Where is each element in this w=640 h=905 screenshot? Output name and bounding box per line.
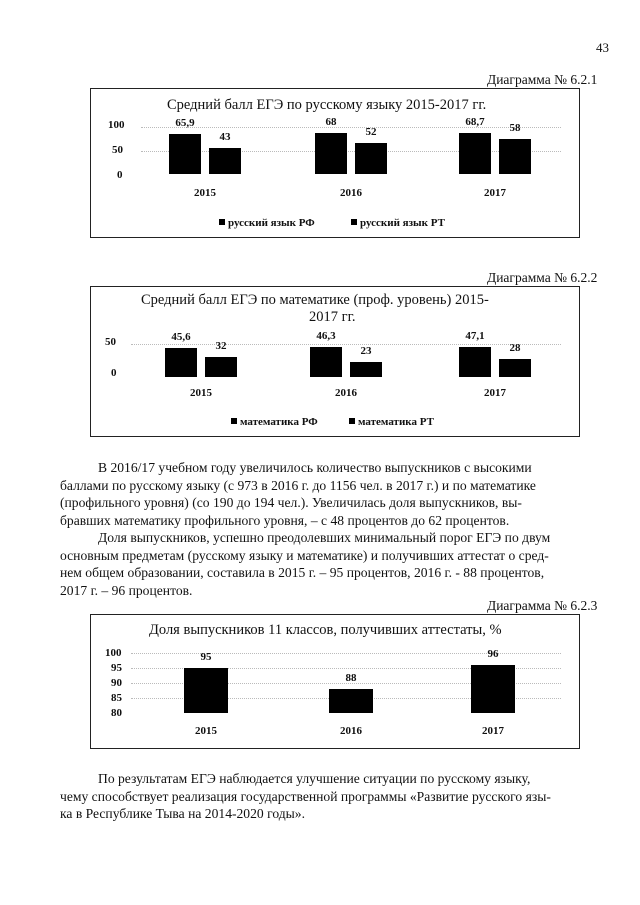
x-tick-label: 2016 [335, 387, 357, 399]
bar [315, 133, 347, 174]
paragraph-graduates-high-scores [60, 459, 580, 529]
legend-swatch [351, 219, 357, 225]
y-tick-label: 100 [105, 647, 122, 659]
legend-item [219, 217, 315, 229]
page-number: 43 [596, 40, 609, 55]
bar [350, 362, 382, 377]
data-label: 32 [215, 339, 227, 352]
bar [355, 143, 387, 174]
text-line: (профильного уровня) (со 190 до 194 чел.). Увеличилась доля выпускников, вы- [60, 495, 522, 510]
chart-title-line-1: Средний балл ЕГЭ по математике (проф. уровень) 2015- [141, 292, 489, 308]
data-label: 52 [365, 125, 377, 138]
x-tick-label: 2016 [340, 187, 362, 199]
data-label: 28 [509, 342, 521, 355]
bar [459, 347, 491, 377]
legend-swatch [219, 219, 225, 225]
data-label: 95 [200, 651, 212, 663]
y-tick-label: 95 [111, 662, 122, 674]
chart-certificates-share [90, 614, 580, 749]
bar [205, 357, 237, 377]
y-tick-label: 0 [117, 169, 123, 181]
bar [329, 689, 373, 713]
data-label: 46,3 [316, 330, 336, 343]
text-line: бравших математику профильного уровня, – с 48 процентов до 62 процентов. [60, 512, 510, 528]
chart-title: Доля выпускников 11 классов, получивших аттестаты, % [149, 622, 502, 638]
legend-label: математика РТ [358, 416, 434, 428]
chart-mathematics [90, 286, 580, 437]
bar [209, 148, 241, 174]
y-tick-label: 50 [105, 336, 116, 348]
legend-swatch [231, 418, 237, 424]
text-line: 2017 г. – 96 процентов. [60, 582, 193, 598]
bar [184, 668, 228, 713]
data-label: 65,9 [175, 117, 195, 130]
x-tick-label: 2016 [340, 725, 362, 737]
text-line: ка в Республике Тыва на 2014-2020 годы». [60, 806, 305, 821]
data-label: 23 [360, 345, 372, 358]
chart-russian-language [90, 88, 580, 238]
x-tick-label: 2015 [190, 387, 212, 399]
x-tick-label: 2017 [482, 725, 504, 737]
paragraph-conclusion [60, 770, 580, 823]
text-line: чему способствует реализация государственной программы «Развитие русского язы- [60, 788, 551, 804]
legend-label: русский язык РФ [228, 217, 315, 229]
data-label: 88 [345, 672, 357, 684]
bar [165, 348, 197, 377]
gridline [141, 151, 561, 152]
chart-title: Средний балл ЕГЭ по русскому языку 2015-2017 гг. [167, 97, 487, 113]
diagram-1-label: Диаграмма № 6.2.1 [487, 72, 598, 87]
text-line: основным предметам (русскому языку и математике) и получивших аттестат о сред- [60, 547, 549, 563]
data-label: 43 [219, 131, 231, 144]
bar [459, 133, 491, 174]
chart-title-line-2: 2017 гг. [309, 309, 356, 325]
text-line: баллами по русскому языку (с 973 в 2016 г. до 1156 чел. в 2017 г.) и по математике [60, 477, 536, 493]
y-tick-label: 80 [111, 707, 122, 719]
data-label: 45,6 [171, 330, 191, 343]
text-line: В 2016/17 учебном году увеличилось количество выпускников с высокими [98, 460, 532, 475]
x-tick-label: 2017 [484, 187, 506, 199]
text-line: По результатам ЕГЭ наблюдается улучшение ситуации по русскому языку, [98, 771, 531, 786]
text-line: нем общем образовании, составила в 2015 г. – 95 процентов, 2016 г. - 88 процентов, [60, 565, 545, 580]
data-label: 58 [509, 122, 521, 135]
y-tick-label: 100 [108, 119, 125, 131]
y-tick-label: 0 [111, 367, 117, 379]
diagram-2-label: Диаграмма № 6.2.2 [487, 270, 598, 285]
legend-swatch [349, 418, 355, 424]
x-tick-label: 2017 [484, 387, 506, 399]
paragraph-certificate-share [60, 529, 580, 599]
y-tick-label: 50 [112, 144, 123, 156]
data-label: 68,7 [465, 115, 485, 128]
legend-item [231, 416, 318, 428]
y-tick-label: 85 [111, 692, 122, 704]
bar [499, 139, 531, 174]
data-label: 96 [487, 648, 499, 660]
data-label: 68 [325, 116, 337, 129]
bar [310, 347, 342, 377]
legend-item [351, 217, 445, 229]
bar [471, 665, 515, 713]
bar [169, 134, 201, 174]
bar [499, 359, 531, 377]
x-tick-label: 2015 [195, 725, 217, 737]
data-label: 47,1 [465, 329, 485, 342]
diagram-3-label: Диаграмма № 6.2.3 [487, 598, 598, 613]
text-line: Доля выпускников, успешно преодолевших минимальный порог ЕГЭ по двум [98, 530, 551, 545]
y-tick-label: 90 [111, 677, 122, 689]
legend-item [349, 416, 434, 428]
legend-label: русский язык РТ [360, 217, 445, 229]
x-tick-label: 2015 [194, 187, 216, 199]
legend-label: математика РФ [240, 416, 318, 428]
